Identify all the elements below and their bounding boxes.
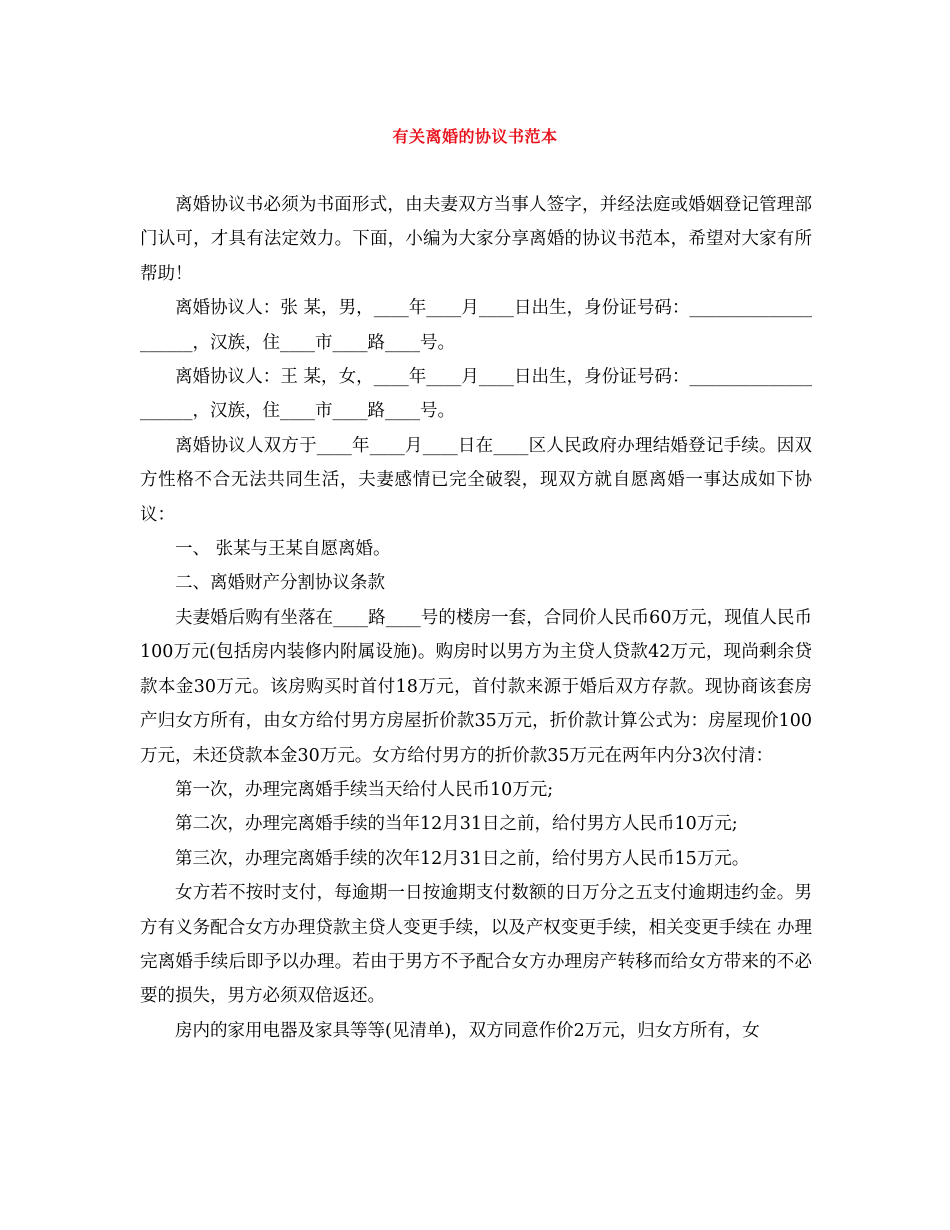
clause-two-heading: 二、离婚财产分割协议条款 [175,573,385,594]
document-title: 有关离婚的协议书范本 [392,127,558,146]
paragraph-house: 夫妻婚后购有坐落在____路____号的楼房一套，合同价人民币60万元，现值人民币100万元(包括房内装修内附属设施)。购房时以男方为主贷人贷款42万元，现尚剩余贷款本金30万元。该房购买时首付18万元，首付款来源于婚后双方存款。现协商该套房产归女方所有，由女方给付男方房屋折价款35万元，折价款计算公式为：房屋现价100万元，未还贷款本金30万元。女方给付男方的折价款35万元在两年内分3次付清： [140,607,812,766]
paragraph-party-wang: 离婚协议人：王 某，女，____年____月____日出生，身份证号码：____________________，汉族，住____市____路____号。 [140,367,812,422]
clause-one: 一、 张某与王某自愿离婚。 [175,539,391,560]
payment-third: 第三次，办理完离婚手续的次年12月31日之前，给付男方人民币15万元。 [175,848,750,869]
paragraph-appliances: 房内的家用电器及家具等等(见清单)，双方同意作价2万元，归女方所有，女 [175,1020,760,1041]
document-body [140,188,812,1048]
paragraph-party-zhang: 离婚协议人：张 某，男，____年____月____日出生，身份证号码：____________________，汉族，住____市____路____号。 [140,298,812,353]
paragraph-marriage-registration: 离婚协议人双方于____年____月____日在____区人民政府办理结婚登记手续。因双方性格不合无法共同生活，夫妻感情已完全破裂，现双方就自愿离婚一事达成如下协议： [140,435,812,525]
payment-first: 第一次，办理完离婚手续当天给付人民币10万元; [175,779,554,800]
payment-second: 第二次，办理完离婚手续的当年12月31日之前，给付男方人民币10万元; [175,814,738,835]
paragraph-late-payment: 女方若不按时支付，每逾期一日按逾期支付数额的日万分之五支付逾期违约金。男方有义务配合女方办理贷款主贷人变更手续，以及产权变更手续，相关变更手续在 办理完离婚手续后即予以办理。若由于男方不予配合女方办理房产转移而给女方带来的不必要的损失，男方必须双倍返还。 [140,883,812,1007]
paragraph-intro: 离婚协议书必须为书面形式，由夫妻双方当事人签字，并经法庭或婚姻登记管理部门认可，才具有法定效力。下面，小编为大家分享离婚的协议书范本，希望对大家有所帮助！ [140,195,812,284]
